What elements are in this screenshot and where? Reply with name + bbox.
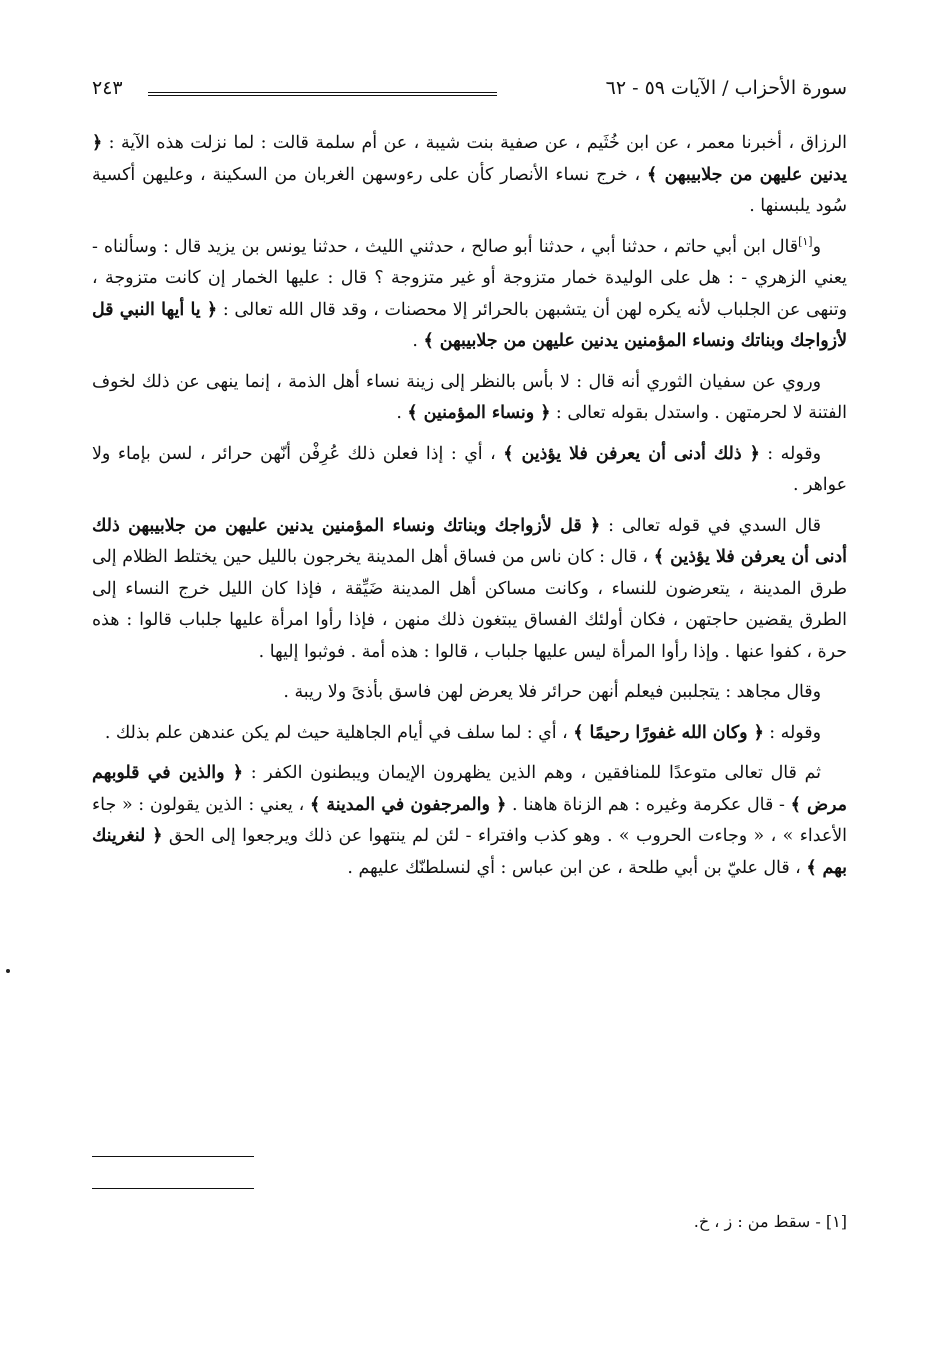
quran-quote: ﴿ لنغرينك بهم ﴾ bbox=[92, 826, 847, 878]
text-run: ، أي : لما سلف في أيام الجاهلية حيث لم يكن عندهن علم بذلك . bbox=[104, 722, 574, 743]
quran-quote: ﴿ وكان الله غفورًا رحيمًا ﴾ bbox=[573, 722, 764, 743]
paragraph bbox=[92, 511, 847, 669]
paragraph bbox=[92, 718, 847, 750]
quran-quote: ﴿ والذين في قلوبهم مرض ﴾ bbox=[92, 763, 847, 815]
text-run: ، يعني : الذين يقولون : « جاء الأعداء » ، « وجاءت الحروب » . وهو كذب وافتراء - لئن لم ينتهوا عن ذلك ويرجعوا إلى الحق bbox=[92, 794, 847, 846]
paragraph bbox=[92, 128, 847, 223]
text-run: ثم قال تعالى متوعدًا للمنافقين ، وهم الذين يظهرون الإيمان ويبطنون الكفر : bbox=[242, 763, 821, 783]
body-text bbox=[92, 128, 847, 884]
scan-mark bbox=[6, 969, 10, 973]
quran-quote: ﴿ قل لأزواجك وبناتك ونساء المؤمنين يدنين عليهن من جلابيبهن ذلك أدنى أن يعرفن فلا يؤذين ﴾ bbox=[92, 515, 847, 567]
text-run: وقوله : bbox=[763, 722, 821, 743]
text-run: قال ابن أبي حاتم ، حدثنا أبي ، حدثنا أبو صالح ، حدثني الليث ، حدثنا يونس بن يزيد قال : وسألناه - يعني الزهري - : هل على الوليدة خمار متزوجة أو غير متزوجة ؟ قال : عليها الخمار إن كانت متزوجة ، وتنهى عن الجلباب لأنه يكره لهن أن يتشبهن بالحرائر إلا محصنات ، وقد قال الله تعالى : bbox=[92, 236, 847, 320]
quran-quote: ﴿ ذلك أدنى أن يعرفن فلا يؤذين ﴾ bbox=[503, 443, 760, 464]
text-run: وقوله : bbox=[759, 443, 821, 464]
text-run: و bbox=[812, 236, 821, 257]
header-rule bbox=[148, 92, 497, 96]
quran-quote: ﴿ يا أيها النبي قل لأزواجك وبناتك ونساء المؤمنين يدنين عليهن من جلابيبهن ﴾ bbox=[92, 299, 847, 351]
text-run: ، أي : إذا فعلن ذلك عُرِفْن أنّهن حرائر ، لسن بإماء ولا عواهر . bbox=[92, 443, 847, 495]
text-run: الرزاق ، أخبرنا معمر ، عن ابن خُثَيم ، عن صفية بنت شيبة ، عن أم سلمة قالت : لما نزلت هذه الآية : bbox=[102, 133, 847, 153]
footnote-separator bbox=[92, 1188, 254, 1189]
surah-title: سورة الأحزاب / الآيات ٥٩ - ٦٢ bbox=[605, 77, 847, 99]
book-page bbox=[92, 70, 847, 1340]
text-run: ، قال : كان ناس من فساق أهل المدينة يخرجون بالليل حين يختلط الظلام إلى طرق المدينة ، يتعرضون للنساء ، وكانت مساكن أهل المدينة ضَيِّقة ، فإذا كان الليل خرج النساء إلى الطرق يقضين حاجتهن ، فكان أولئك الفساق يبتغون ذلك منهن ، فإذا رأوا امرأة عليها جلباب قالوا : هذه حرة ، كفوا عنها . وإذا رأوا المرأة ليس عليها جلباب ، قالوا : هذه أمة . فوثبوا إليها . bbox=[92, 547, 847, 662]
quran-quote: ﴿ ونساء المؤمنين ﴾ bbox=[407, 403, 551, 423]
text-run: وقال مجاهد : يتجلببن فيعلم أنهن حرائر فلا يعرض لهن فاسق بأذىً ولا ريبة . bbox=[283, 682, 821, 702]
running-header bbox=[92, 70, 847, 106]
text-run: . bbox=[412, 331, 424, 351]
footnote-marker: [١] bbox=[798, 234, 813, 248]
text-run: . bbox=[396, 403, 408, 423]
quran-quote: ﴿ يدنين عليهن من جلابيبهن ﴾ bbox=[92, 133, 848, 185]
footnote: [١] - سقط من : ز ، خ. bbox=[693, 1212, 847, 1231]
paragraph bbox=[92, 232, 847, 358]
text-run: ، خرج نساء الأنصار كأن على رءوسهن الغربان من السكينة ، وعليهن أكسية سُود يلبسنها . bbox=[92, 164, 847, 216]
text-run: ، قال عليّ بن أبي طلحة ، عن ابن عباس : أي لنسلطنّك عليهم . bbox=[347, 857, 807, 878]
footnote-separator bbox=[92, 1156, 254, 1157]
paragraph bbox=[92, 758, 847, 884]
text-run: قال السدي في قوله تعالى : bbox=[600, 515, 821, 536]
paragraph bbox=[92, 439, 847, 502]
quran-quote: ﴿ والمرجفون في المدينة ﴾ bbox=[309, 794, 507, 815]
paragraph bbox=[92, 677, 847, 709]
text-run: وروي عن سفيان الثوري أنه قال : لا بأس بالنظر إلى زينة نساء أهل الذمة ، إنما ينهى عن ذلك لخوف الفتنة لا لحرمتهن . واستدل بقوله تعالى : bbox=[92, 371, 847, 423]
text-run: - قال عكرمة وغيره : هم الزناة هاهنا . bbox=[506, 794, 791, 815]
page-number: ٢٤٣ bbox=[92, 77, 123, 99]
paragraph bbox=[92, 367, 847, 430]
